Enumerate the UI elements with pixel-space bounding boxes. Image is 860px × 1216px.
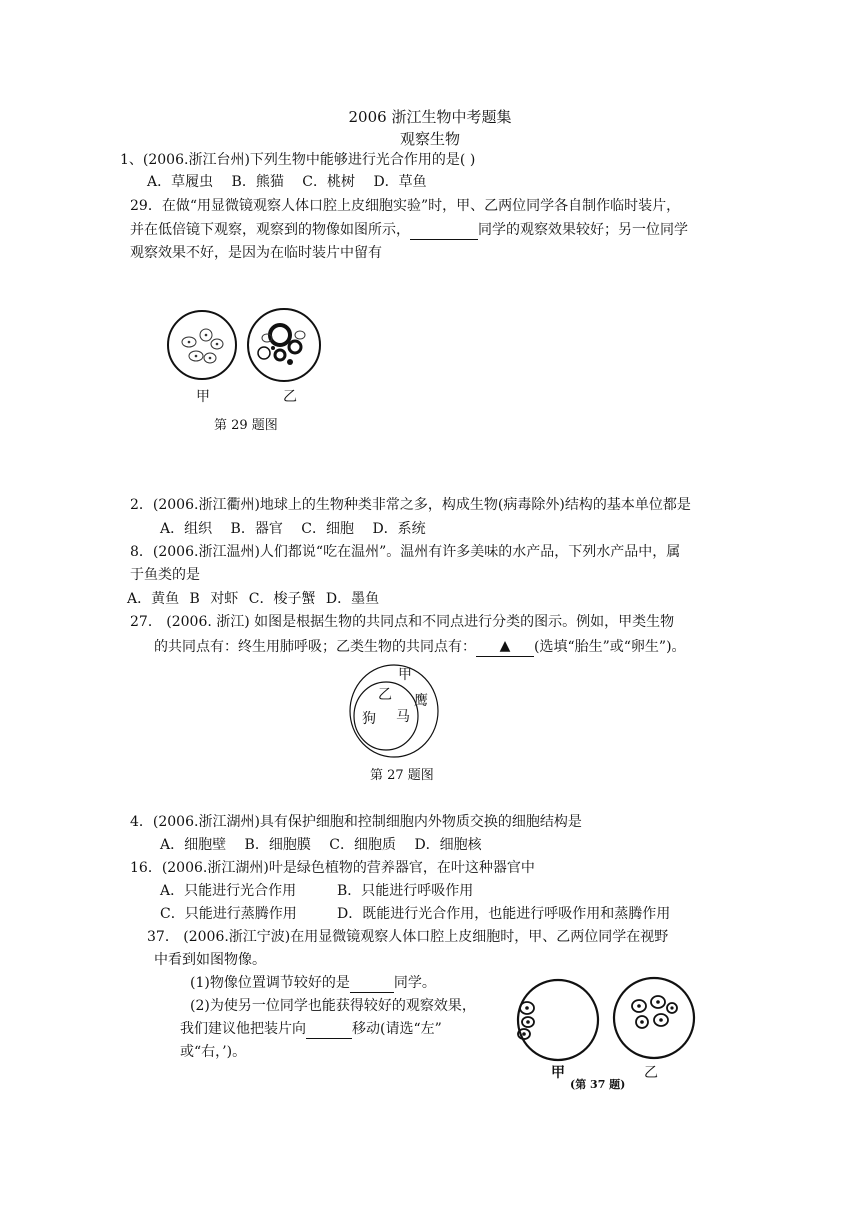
- question-8-line-1: 8．(2006.浙江温州)人们都说“吃在温州”。温州有许多美味的水产品，下列水产品中，属: [130, 544, 681, 560]
- figure-29-microscope-views: [160, 305, 330, 385]
- question-29-line-1: 29．在做“用显微镜观察人体口腔上皮细胞实验”时，甲、乙两位同学各自制作临时装片，: [130, 198, 681, 214]
- question-8-line-2: 于鱼类的是: [130, 567, 200, 583]
- question-37-sub-2a: (2)为使另一位同学也能获得较好的观察效果，: [190, 998, 476, 1014]
- figure-29-label-yi: 乙: [283, 389, 297, 405]
- question-27-line-2a: 的共同点有：终生用肺呼吸；乙类生物的共同点有：: [154, 639, 476, 655]
- answer-blank[interactable]: [350, 976, 394, 993]
- question-2-options: A．组织 B．器官 C．细胞 D．系统: [160, 521, 426, 537]
- question-27-line-1: 27． (2006. 浙江) 如图是根据生物的共同点和不同点进行分类的图示。例如，甲类生物: [130, 614, 675, 630]
- figure-27-label-jia: 甲: [398, 667, 412, 683]
- question-4-stem: 4．(2006.浙江湖州)具有保护细胞和控制细胞内外物质交换的细胞结构是: [130, 814, 582, 830]
- question-16-option-c: C．只能进行蒸腾作用: [160, 906, 297, 922]
- question-37-sub-1b: 同学。: [393, 975, 436, 991]
- view-yi: [614, 978, 694, 1058]
- question-1-stem: 1、(2006.浙江台州)下列生物中能够进行光合作用的是( ): [120, 152, 476, 168]
- figure-27-label-gou: 狗: [362, 711, 376, 727]
- question-37-sub-1a: (1)物像位置调节较好的是: [190, 975, 350, 991]
- answer-blank[interactable]: [410, 223, 478, 240]
- question-4-options: A．细胞壁 B．细胞膜 C．细胞质 D．细胞核: [160, 837, 482, 853]
- answer-blank[interactable]: [306, 1022, 352, 1039]
- figure-27-label-yi: 乙: [378, 687, 392, 703]
- question-37-sub-2d: 或“右，’)。: [180, 1044, 247, 1060]
- view-jia: [518, 980, 598, 1060]
- question-37-line-1: 37． (2006.浙江宁波)在用显微镜观察人体口腔上皮细胞时，甲、乙两位同学在视野: [147, 929, 669, 945]
- figure-37-label-jia: 甲: [551, 1065, 565, 1081]
- answer-blank-triangle[interactable]: ▲: [476, 636, 534, 657]
- question-37-sub-2c: 移动(请选“左”: [352, 1021, 442, 1037]
- question-29-line-3: 观察效果不好，是因为在临时装片中留有: [130, 245, 382, 261]
- question-27-line-2b: (选填“胎生”或“卵生”)。: [534, 639, 686, 655]
- question-37-sub-2-line-2: [180, 1019, 442, 1039]
- question-37-line-2: 中看到如图物像。: [154, 952, 266, 968]
- question-29-line-2b: 同学的观察效果较好；另一位同学: [478, 222, 688, 238]
- figure-27-label-ying: 鹰: [414, 693, 428, 709]
- view-yi: [248, 309, 320, 381]
- question-29-line-2: [130, 220, 688, 240]
- figure-37-caption: (第 37 题): [570, 1078, 626, 1091]
- question-16-option-b: B．只能进行呼吸作用: [337, 883, 474, 899]
- view-jia: [168, 311, 236, 379]
- question-27-line-2: [154, 636, 686, 657]
- figure-27-label-ma: 马: [396, 709, 410, 725]
- question-8-options: A．黄鱼 B 对虾 C．梭子蟹 D．墨鱼: [127, 591, 380, 607]
- question-16-stem: 16．(2006.浙江湖州)叶是绿色植物的营养器官，在叶这种器官中: [130, 860, 535, 876]
- question-16-option-d: D．既能进行光合作用，也能进行呼吸作用和蒸腾作用: [337, 906, 671, 922]
- page-title: 2006 浙江生物中考题集: [348, 108, 512, 126]
- question-16-option-a: A．只能进行光合作用: [160, 883, 297, 899]
- question-37-sub-1: [190, 973, 436, 993]
- question-37-sub-2b: 我们建议他把装片向: [180, 1021, 306, 1037]
- figure-29-label-jia: 甲: [196, 389, 210, 405]
- figure-27-caption: 第 27 题图: [370, 768, 434, 783]
- question-2-stem: 2．(2006.浙江衢州)地球上的生物种类非常之多，构成生物(病毒除外)结构的基本单位都是: [130, 497, 691, 513]
- question-29-line-2a: 并在低倍镜下观察，观察到的物像如图所示，: [130, 222, 410, 238]
- question-1-options: A．草履虫 B．熊猫 C．桃树 D．草鱼: [147, 174, 427, 190]
- figure-37-label-yi: 乙: [644, 1065, 658, 1081]
- section-title: 观察生物: [399, 130, 460, 148]
- figure-37-microscope-views: [514, 976, 704, 1066]
- figure-29-caption: 第 29 题图: [214, 418, 278, 433]
